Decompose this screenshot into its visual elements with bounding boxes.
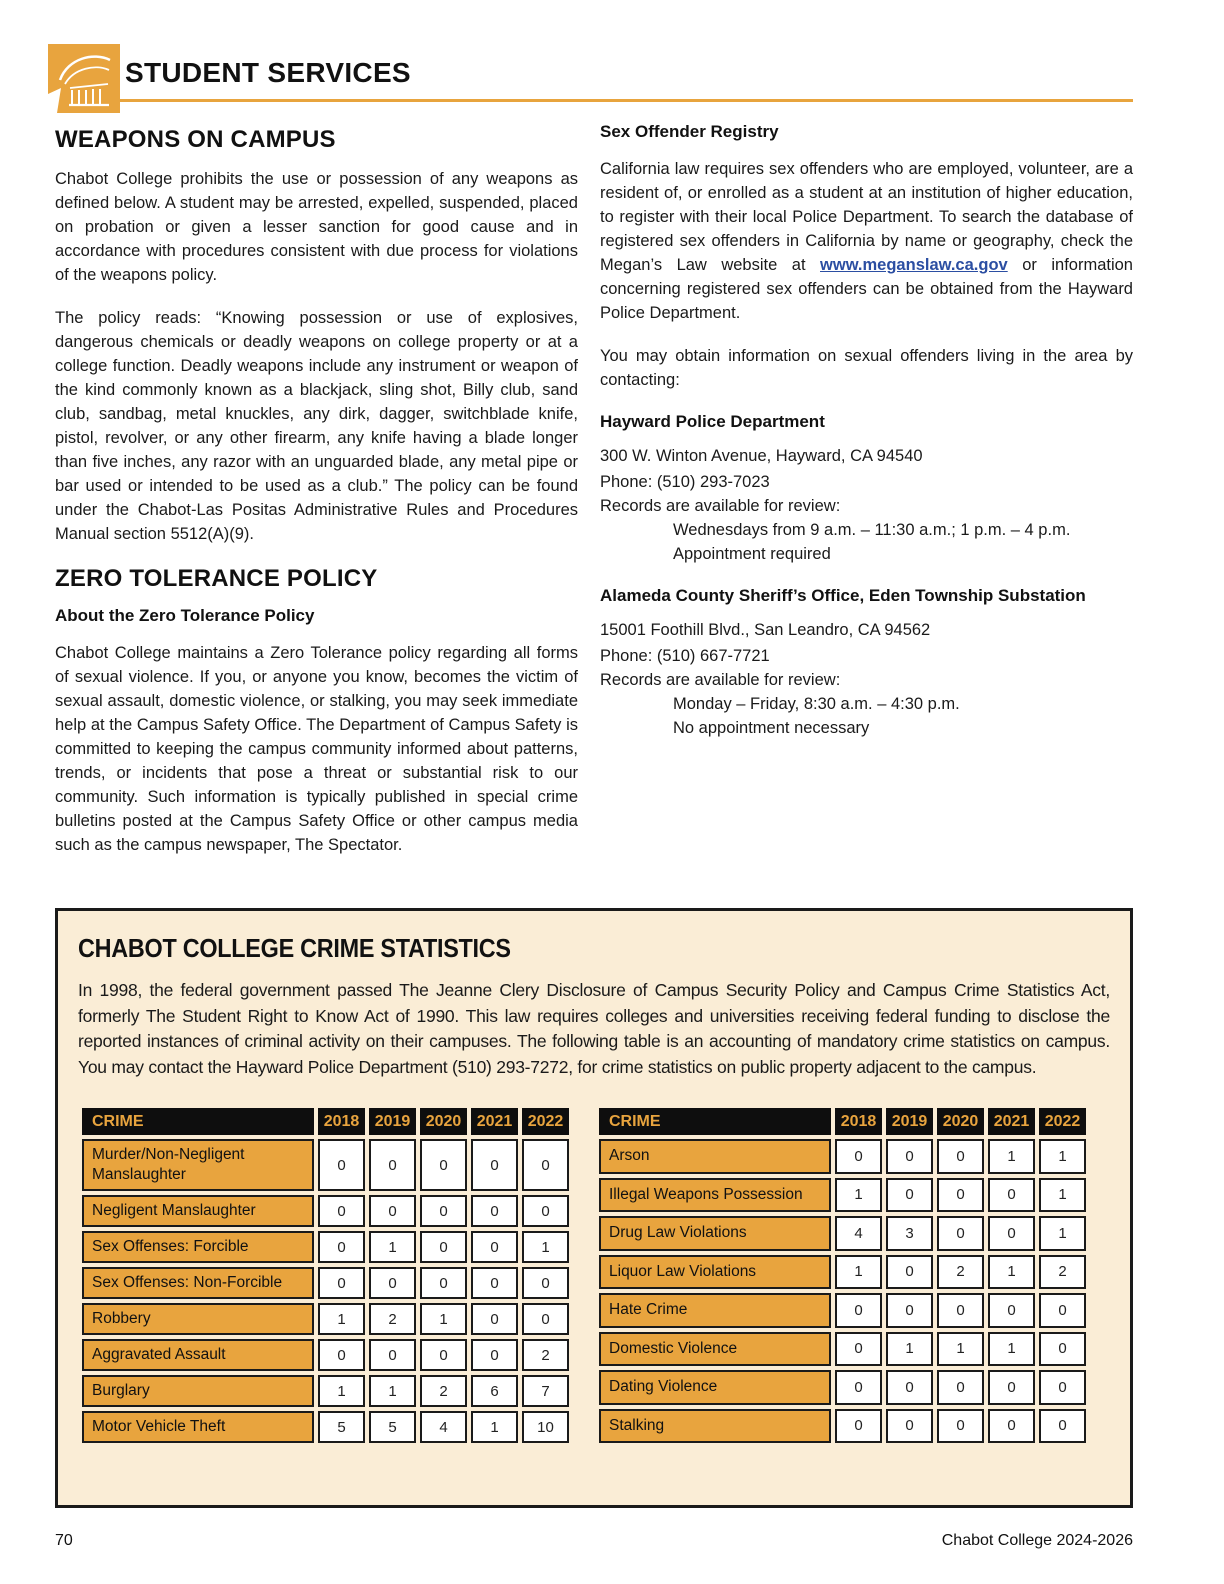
weapons-paragraph-2: The policy reads: “Knowing possession or use of explosives, dangerous chemicals or deadly weapons on college property or at a college function. Deadly weapons include any instrument or weapon of the kind commonly known as a blackjack, sling shot, Billy club, sand club, sandbag, metal knuckles, any dirk, dagger, switchblade knife, pistol, revolver, or any other firearm, any knife having a blade longer than five inches, any razor with an unguarded blade, any metal pipe or bar used or intended to be used as a club.” The policy can be found under the Chabot-Las Positas Administrative Rules and Procedures Manual section 5512(A)(9).	[55, 309, 578, 543]
year-column-header: 2021	[471, 1108, 518, 1135]
crime-value-cell: 0	[420, 1267, 467, 1299]
crime-value-cell: 0	[420, 1195, 467, 1227]
table-row	[82, 1139, 569, 1191]
year-column-header: 2021	[988, 1108, 1035, 1135]
crime-label-cell: Stalking	[599, 1409, 831, 1444]
sex-offender-registry-heading: Sex Offender Registry	[600, 122, 779, 141]
crime-value-cell: 0	[369, 1139, 416, 1191]
crime-value-cell: 7	[522, 1375, 569, 1407]
hayward-pd-address: 300 W. Winton Avenue, Hayward, CA 94540	[600, 447, 923, 465]
crime-label-cell: Negligent Manslaughter	[82, 1195, 314, 1227]
crime-value-cell: 1	[1039, 1139, 1086, 1174]
crime-statistics-heading: CHABOT COLLEGE CRIME STATISTICS	[78, 933, 511, 963]
table-row	[82, 1231, 569, 1263]
crime-value-cell: 0	[988, 1370, 1035, 1405]
crime-label-cell: Liquor Law Violations	[599, 1255, 831, 1290]
footer-edition: Chabot College 2024-2026	[941, 1532, 1133, 1549]
alameda-sheriff-address: 15001 Foothill Blvd., San Leandro, CA 94562	[600, 621, 931, 639]
crime-statistics-box	[55, 908, 1133, 1508]
crime-value-cell: 0	[886, 1178, 933, 1213]
left-column	[55, 118, 578, 876]
crime-value-cell: 0	[318, 1195, 365, 1227]
crime-value-cell: 0	[886, 1409, 933, 1444]
crime-value-cell: 1	[1039, 1178, 1086, 1213]
year-column-header: 2020	[420, 1108, 467, 1135]
crime-value-cell: 0	[835, 1293, 882, 1328]
crime-value-cell: 0	[369, 1339, 416, 1371]
header-gold-rule	[55, 99, 1133, 102]
crime-label-cell: Illegal Weapons Possession	[599, 1178, 831, 1213]
crime-value-cell: 0	[835, 1370, 882, 1405]
crime-value-cell: 0	[835, 1332, 882, 1367]
table-row	[599, 1178, 1086, 1213]
contact-intro-paragraph: You may obtain information on sexual offenders living in the area by contacting:	[600, 347, 1133, 389]
table-row	[82, 1195, 569, 1227]
crime-value-cell: 0	[937, 1178, 984, 1213]
year-column-header: 2019	[369, 1108, 416, 1135]
crime-value-cell: 0	[937, 1370, 984, 1405]
table-row	[599, 1293, 1086, 1328]
year-column-header: 2020	[937, 1108, 984, 1135]
crime-value-cell: 4	[420, 1411, 467, 1443]
crime-value-cell: 0	[420, 1231, 467, 1263]
crime-value-cell: 4	[835, 1216, 882, 1251]
crime-label-cell: Dating Violence	[599, 1370, 831, 1405]
crime-tables	[78, 1104, 1110, 1447]
crime-value-cell: 0	[522, 1267, 569, 1299]
crime-column-header: CRIME	[82, 1108, 314, 1135]
chabot-college-logo-icon	[48, 44, 120, 113]
crime-table-right	[595, 1104, 1090, 1447]
crime-value-cell: 1	[937, 1332, 984, 1367]
hayward-pd-note: Appointment required	[673, 545, 831, 563]
crime-value-cell: 0	[1039, 1332, 1086, 1367]
crime-value-cell: 0	[937, 1216, 984, 1251]
crime-value-cell: 0	[318, 1267, 365, 1299]
crime-value-cell: 0	[522, 1303, 569, 1335]
crime-value-cell: 1	[318, 1303, 365, 1335]
crime-value-cell: 1	[1039, 1216, 1086, 1251]
zero-tolerance-heading: ZERO TOLERANCE POLICY	[55, 565, 378, 592]
meganslaw-link[interactable]: www.meganslaw.ca.gov	[820, 256, 1008, 274]
hayward-pd-records: Records are available for review:	[600, 497, 841, 515]
table-row	[599, 1255, 1086, 1290]
crime-value-cell: 0	[369, 1195, 416, 1227]
table-header-row	[599, 1108, 1086, 1135]
page-number: 70	[55, 1532, 73, 1549]
crime-table-left	[78, 1104, 573, 1447]
crime-value-cell: 0	[886, 1255, 933, 1290]
crime-label-cell: Domestic Violence	[599, 1332, 831, 1367]
crime-label-cell: Robbery	[82, 1303, 314, 1335]
year-column-header: 2019	[886, 1108, 933, 1135]
crime-value-cell: 1	[369, 1231, 416, 1263]
alameda-sheriff-hours: Monday – Friday, 8:30 a.m. – 4:30 p.m.	[673, 695, 960, 713]
crime-value-cell: 0	[886, 1139, 933, 1174]
crime-value-cell: 0	[318, 1339, 365, 1371]
zero-tolerance-subheading: About the Zero Tolerance Policy	[55, 606, 315, 625]
crime-value-cell: 1	[369, 1375, 416, 1407]
crime-value-cell: 0	[1039, 1293, 1086, 1328]
table-row	[599, 1216, 1086, 1251]
crime-value-cell: 0	[886, 1370, 933, 1405]
crime-value-cell: 0	[988, 1178, 1035, 1213]
crime-value-cell: 5	[369, 1411, 416, 1443]
crime-value-cell: 0	[937, 1293, 984, 1328]
hayward-pd-hours: Wednesdays from 9 a.m. – 11:30 a.m.; 1 p.m. – 4 p.m.	[673, 521, 1071, 539]
table-row	[599, 1332, 1086, 1367]
crime-value-cell: 0	[471, 1267, 518, 1299]
alameda-sheriff-note: No appointment necessary	[673, 719, 870, 737]
table-row	[82, 1375, 569, 1407]
crime-value-cell: 0	[522, 1139, 569, 1191]
crime-value-cell: 0	[1039, 1370, 1086, 1405]
table-row	[82, 1411, 569, 1443]
crime-label-cell: Arson	[599, 1139, 831, 1174]
year-column-header: 2022	[522, 1108, 569, 1135]
crime-label-cell: Sex Offenses: Forcible	[82, 1231, 314, 1263]
crime-label-cell: Hate Crime	[599, 1293, 831, 1328]
crime-value-cell: 10	[522, 1411, 569, 1443]
page-title: STUDENT SERVICES	[125, 57, 411, 88]
crime-label-cell: Motor Vehicle Theft	[82, 1411, 314, 1443]
crime-value-cell: 0	[420, 1139, 467, 1191]
crime-value-cell: 5	[318, 1411, 365, 1443]
crime-value-cell: 6	[471, 1375, 518, 1407]
crime-value-cell: 0	[471, 1195, 518, 1227]
table-row	[599, 1370, 1086, 1405]
crime-value-cell: 1	[835, 1255, 882, 1290]
crime-value-cell: 0	[369, 1267, 416, 1299]
table-row	[82, 1267, 569, 1299]
crime-label-cell: Burglary	[82, 1375, 314, 1407]
crime-value-cell: 0	[1039, 1409, 1086, 1444]
right-column	[600, 118, 1133, 740]
year-column-header: 2018	[318, 1108, 365, 1135]
crime-value-cell: 3	[886, 1216, 933, 1251]
crime-label-cell: Drug Law Violations	[599, 1216, 831, 1251]
alameda-sheriff-phone: Phone: (510) 667-7721	[600, 647, 770, 665]
registry-text-after-link: or information concerning registered sex offenders can be obtained from the Hayward Police Department.	[600, 256, 1133, 322]
crime-value-cell: 0	[835, 1139, 882, 1174]
crime-value-cell: 0	[471, 1139, 518, 1191]
crime-value-cell: 0	[988, 1409, 1035, 1444]
alameda-sheriff-heading: Alameda County Sheriff’s Office, Eden Township Substation	[600, 586, 1086, 605]
crime-value-cell: 0	[471, 1339, 518, 1371]
crime-value-cell: 1	[886, 1332, 933, 1367]
crime-value-cell: 0	[988, 1293, 1035, 1328]
crime-value-cell: 1	[420, 1303, 467, 1335]
crime-value-cell: 0	[886, 1293, 933, 1328]
crime-value-cell: 2	[420, 1375, 467, 1407]
crime-column-header: CRIME	[599, 1108, 831, 1135]
table-row	[599, 1139, 1086, 1174]
crime-value-cell: 0	[522, 1195, 569, 1227]
table-row	[82, 1339, 569, 1371]
crime-value-cell: 0	[318, 1139, 365, 1191]
crime-label-cell: Aggravated Assault	[82, 1339, 314, 1371]
year-column-header: 2022	[1039, 1108, 1086, 1135]
crime-value-cell: 2	[369, 1303, 416, 1335]
year-column-header: 2018	[835, 1108, 882, 1135]
crime-value-cell: 1	[835, 1178, 882, 1213]
crime-value-cell: 0	[937, 1409, 984, 1444]
hayward-pd-phone: Phone: (510) 293-7023	[600, 473, 770, 491]
alameda-sheriff-records: Records are available for review:	[600, 671, 841, 689]
crime-value-cell: 1	[471, 1411, 518, 1443]
crime-value-cell: 2	[522, 1339, 569, 1371]
weapons-on-campus-heading: WEAPONS ON CAMPUS	[55, 126, 336, 153]
sex-offender-registry-paragraph	[600, 157, 1133, 325]
hayward-pd-heading: Hayward Police Department	[600, 412, 825, 431]
crime-value-cell: 1	[522, 1231, 569, 1263]
crime-value-cell: 0	[937, 1139, 984, 1174]
crime-value-cell: 1	[318, 1375, 365, 1407]
crime-value-cell: 0	[471, 1231, 518, 1263]
registry-text-before-link: California law requires sex offenders who are employed, volunteer, are a resident of, or enrolled as a student at an institution of higher education, to register with their local Police Department. To search the database of registered sex offenders in California by name or geography, check the Megan’s Law website at	[600, 160, 1133, 274]
crime-value-cell: 0	[471, 1303, 518, 1335]
crime-value-cell: 2	[937, 1255, 984, 1290]
crime-value-cell: 1	[988, 1332, 1035, 1367]
table-row	[82, 1303, 569, 1335]
crime-value-cell: 0	[988, 1216, 1035, 1251]
crime-statistics-intro: In 1998, the federal government passed The Jeanne Clery Disclosure of Campus Security Policy and Campus Crime Statistics Act, formerly The Student Right to Know Act of 1990. This law requires colleges and universities receiving federal funding to disclose the reported instances of criminal activity on their campuses. The following table is an accounting of mandatory crime statistics on campus. You may contact the Hayward Police Department (510) 293-7272, for crime statistics on public property adjacent to the campus.	[78, 980, 1110, 1077]
crime-value-cell: 1	[988, 1139, 1035, 1174]
weapons-paragraph-1: Chabot College prohibits the use or possession of any weapons as defined below. A student may be arrested, expelled, suspended, placed on probation or given a lesser sanction for good cause and in accordance with procedures consistent with due process for violations of the weapons policy.	[55, 170, 578, 284]
crime-value-cell: 0	[318, 1231, 365, 1263]
table-header-row	[82, 1108, 569, 1135]
crime-value-cell: 2	[1039, 1255, 1086, 1290]
crime-value-cell: 1	[988, 1255, 1035, 1290]
crime-label-cell: Sex Offenses: Non-Forcible	[82, 1267, 314, 1299]
zero-tolerance-paragraph: Chabot College maintains a Zero Tolerance policy regarding all forms of sexual violence. If you, or anyone you know, becomes the victim of sexual assault, domestic violence, or stalking, you may seek immediate help at the Campus Safety Office. The Department of Campus Safety is committed to keeping the campus community informed about patterns, trends, or incidents that pose a threat or substantial risk to our community. Such information is typically published in special crime bulletins posted at the Campus Safety Office or other campus media such as the campus newspaper, The Spectator.	[55, 644, 578, 854]
crime-value-cell: 0	[420, 1339, 467, 1371]
crime-label-cell: Murder/Non-Negligent Manslaughter	[82, 1139, 314, 1191]
table-row	[599, 1409, 1086, 1444]
crime-value-cell: 0	[835, 1409, 882, 1444]
